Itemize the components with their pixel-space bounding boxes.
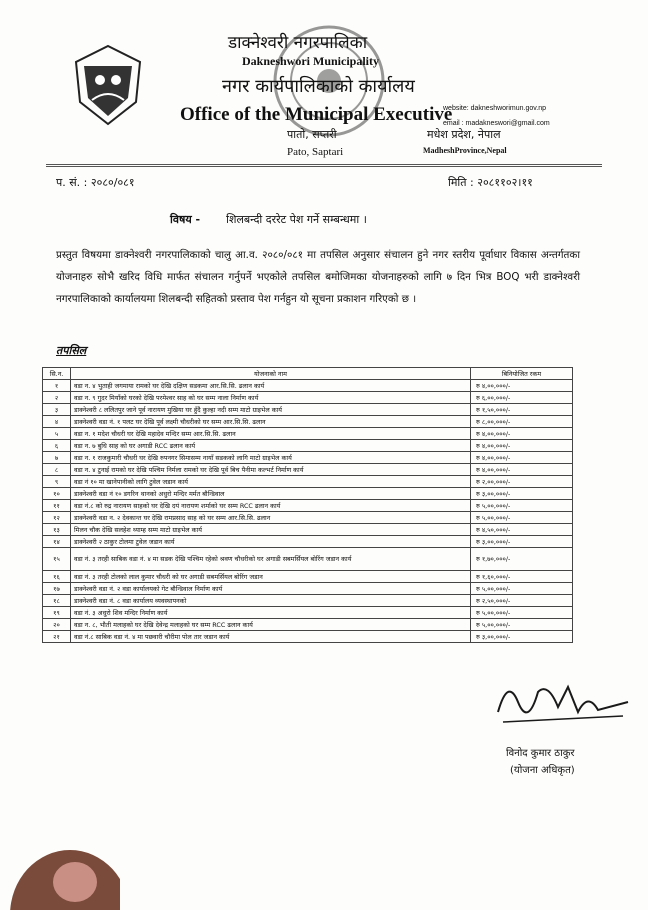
row-sn: ८ <box>43 464 71 476</box>
table-row <box>43 536 573 548</box>
row-sn: १ <box>43 380 71 392</box>
row-sn: १४ <box>43 536 71 548</box>
table-row <box>43 583 573 595</box>
table-row <box>43 416 573 428</box>
row-amount: रु १,६०,०००/- <box>471 571 573 583</box>
thumb-photo-artifact <box>0 820 120 910</box>
table-row <box>43 404 573 416</box>
row-amount: रु ५,००,०००/- <box>471 619 573 631</box>
row-project-name: वडा नं. ३ अधुरो शिव मन्दिर निर्माण कार्य <box>71 607 471 619</box>
row-sn: ३ <box>43 404 71 416</box>
row-sn: १० <box>43 488 71 500</box>
table-row <box>43 440 573 452</box>
table-title: तपसिल <box>56 344 87 357</box>
header-divider-double <box>46 166 602 167</box>
row-project-name: वडा न. ८, भौती मलाहको घर देखि देवेन्द्र मलाहको घर सम्म RCC ढलान कार्य <box>71 619 471 631</box>
row-project-name: डाक्नेश्वरी वडा नं. ८ वडा कार्यालय व्यवस्थापनको <box>71 595 471 607</box>
row-sn: ७ <box>43 452 71 464</box>
table-row <box>43 428 573 440</box>
header-divider <box>46 164 602 165</box>
row-project-name: डाक्नेश्वरी ८ ललितपुर जाने पूर्व नारायण मुखिया घर हुँदै कुल्हा नदी सम्म माटो ग्राइभेल कार्य <box>71 404 471 416</box>
subject-text: शिलबन्दी दररेट पेश गर्ने सम्बन्धमा । <box>226 213 367 226</box>
office-name-english: Office of the Municipal Executive <box>180 104 453 125</box>
table-row <box>43 631 573 643</box>
row-amount: रु ५,००,०००/- <box>471 607 573 619</box>
row-project-name: वडा नं.८ को रुद्र नारायण साहको घर देखि दयं नारायण शर्माको घर सम्म RCC ढलान कार्य <box>71 500 471 512</box>
row-project-name: वडा न. १ राजकुमारी चौधरी घर देखि रुपनगर सिमासम्म नायाँ सडकको लागि माटो ग्राइभेल कार्य <box>71 452 471 464</box>
row-sn: १९ <box>43 607 71 619</box>
letter-date: मिति : २०८११०२।११ <box>448 176 533 189</box>
signer-name: विनोद कुमार ठाकुर <box>506 748 575 759</box>
municipality-name-nepali: डाक्नेश्वरी नगरपालिका <box>228 33 368 53</box>
subject-line <box>170 212 367 227</box>
row-sn: ११ <box>43 500 71 512</box>
row-project-name: डाक्नेश्वरी वडा न. २ देवकान्त घर देखि रामप्रसाद साह को घर सम्म आर.सि.सि. ढलान <box>71 512 471 524</box>
row-amount: रु १,५०,०००/- <box>471 404 573 416</box>
row-amount: रु ५,००,०००/- <box>471 512 573 524</box>
handwritten-signature <box>488 672 638 732</box>
table-row <box>43 548 573 571</box>
row-amount: रु २,५०,०००/- <box>471 595 573 607</box>
row-amount: रु ४,००,०००/- <box>471 464 573 476</box>
row-amount: रु ३,००,०००/- <box>471 631 573 643</box>
row-amount: रु २,००,०००/- <box>471 476 573 488</box>
table-row <box>43 452 573 464</box>
table-row <box>43 380 573 392</box>
row-sn: २ <box>43 392 71 404</box>
row-amount: रु ५,००,०००/- <box>471 500 573 512</box>
row-amount: रु ४,००,०००/- <box>471 428 573 440</box>
emblem-logo <box>70 42 146 128</box>
municipality-name-english: Dakneshwori Municipality <box>242 54 380 68</box>
row-project-name: वडा नं. ३ तरही साबिक वडा नं. ४ मा सडक देखि पश्चिम रहेको श्रवण चौधरीको घर अगाडी सबमर्सियल बोरिंग जडान कार्य <box>71 548 471 571</box>
row-sn: ४ <box>43 416 71 428</box>
row-sn: ५ <box>43 428 71 440</box>
row-amount: रु ८,००,०००/- <box>471 416 573 428</box>
row-sn: १५ <box>43 548 71 571</box>
office-name-nepali: नगर कार्यपालिकाको कार्यालय <box>222 76 415 97</box>
row-project-name: वडा न. ९ गुदर मियाँको घरको देखि परमेश्वर साह को घर सम्म नाला निर्माण कार्य <box>71 392 471 404</box>
row-project-name: वडा नं १० मा खानेपानीको लागि टुवेल जडान कार्य <box>71 476 471 488</box>
table-row <box>43 524 573 536</box>
row-project-name: मिलन चौक देखि सलहेश थ्याम्ह सम्म माटो ग्राइभेल कार्य <box>71 524 471 536</box>
email-text: email : madakneswori@gmail.com <box>443 120 550 127</box>
table-header-row <box>43 368 573 380</box>
row-sn: २१ <box>43 631 71 643</box>
row-amount: रु ४,००,०००/- <box>471 452 573 464</box>
row-project-name: डाक्नेश्वरी वडा नं. २ वडा कार्यालयको गेट बौन्डिवाल निर्माण कार्य <box>71 583 471 595</box>
table-row <box>43 571 573 583</box>
table-row <box>43 392 573 404</box>
table-row <box>43 476 573 488</box>
header-project-name: योजनाको नाम <box>71 368 471 380</box>
row-project-name: वडा न. ७ बुधि साह को घर अगाडी RCC ढलान कार्य <box>71 440 471 452</box>
row-project-name: वडा नं. ३ तरही टोलको लाल कुमार चौधरी को घर अगाडी सबमर्सियल बोरिंग जडान <box>71 571 471 583</box>
row-sn: १८ <box>43 595 71 607</box>
body-paragraph: प्रस्तुत विषयमा डाक्नेश्वरी नगरपालिकाको चालु आ.व. २०८०/०८१ मा तपसिल अनुसार संचालन हुने नगर स्तरीय पूर्वाधार विकास अन्तर्गतका योजनाहरु सोभै खरिद विधि मार्फत संचालन गर्नुपर्ने भएकोले तपसिल बमोजिमका योजनाहरुको लागि ७ दिन भित्र BOQ भरी डाक्नेश्वरी नगरपालिकाको कार्यालयमा शिलबन्दी सहितको प्रस्ताव पेश गर्नहुन यो सूचना प्रकाशन गरिएको छ । <box>56 249 580 305</box>
table-row <box>43 607 573 619</box>
row-project-name: डाक्नेश्वरी वडा नं. १ पलट घर देखि पूर्व लक्ष्मी चौधरीको घर सम्म आर.सि.सि. ढलान <box>71 416 471 428</box>
row-amount: रु ६,००,०००/- <box>471 392 573 404</box>
table-row <box>43 512 573 524</box>
row-project-name: वडा न. १ मदेश चौधरी घर देखि महादेव मन्दिर सम्म आर.सि.सि. ढलान <box>71 428 471 440</box>
subject-label: विषय - <box>170 213 201 226</box>
header-amount: बिनियोजित रकम <box>471 368 573 380</box>
row-amount: रु ४,००,०००/- <box>471 440 573 452</box>
row-amount: रु ४,००,०००/- <box>471 380 573 392</box>
row-sn: १७ <box>43 583 71 595</box>
row-sn: १६ <box>43 571 71 583</box>
signer-title: (योजना अधिकृत) <box>510 765 575 776</box>
row-project-name: वडा न. ४ भुताही जगमाया रामको घर देखि दक्षिण सडकमा आर.सि.सि. ढलान कार्य <box>71 380 471 392</box>
table-row <box>43 488 573 500</box>
row-sn: १३ <box>43 524 71 536</box>
row-sn: ९ <box>43 476 71 488</box>
row-sn: ६ <box>43 440 71 452</box>
province-nepali: मधेश प्रदेश, नेपाल <box>427 128 501 141</box>
row-amount: रु ३,००,०००/- <box>471 536 573 548</box>
table-row <box>43 464 573 476</box>
row-amount: रु १,७०,०००/- <box>471 548 573 571</box>
row-amount: रु ५,००,०००/- <box>471 583 573 595</box>
province-english: MadheshProvince,Nepal <box>423 146 507 155</box>
reference-number: प. सं. : २०८०/०८१ <box>56 176 135 189</box>
row-project-name: डाक्नेश्वरी वडा नं १० डगरिन थानको अधुरो मन्दिर मर्मत बौन्डिवाल <box>71 488 471 500</box>
row-project-name: वडा न. ४ टुनाई रामको घर देखि पश्चिम निर्मला रामको घर देखि पूर्व बिच पैनीमा कल्भर्ट निर्माण कार्य <box>71 464 471 476</box>
header-sn: सि.न. <box>43 368 71 380</box>
address-nepali: पातो, सप्तरी <box>287 128 337 141</box>
table-row <box>43 500 573 512</box>
row-project-name: डाक्नेश्वरी २ ठाकुर टोलमा टुवेल जडान कार्य <box>71 536 471 548</box>
table-row <box>43 595 573 607</box>
website-text: website: dakneshworimun.gov.np <box>443 105 546 112</box>
row-project-name: वडा नं.८ साबिक वडा नं. ४ मा पछवारी चौरीमा पोल तार जडान कार्य <box>71 631 471 643</box>
address-english: Pato, Saptari <box>287 146 344 158</box>
row-amount: रु ३,००,०००/- <box>471 488 573 500</box>
table-row <box>43 619 573 631</box>
row-sn: १२ <box>43 512 71 524</box>
row-sn: २० <box>43 619 71 631</box>
row-amount: रु ४,५०,०००/- <box>471 524 573 536</box>
projects-table <box>42 367 573 643</box>
